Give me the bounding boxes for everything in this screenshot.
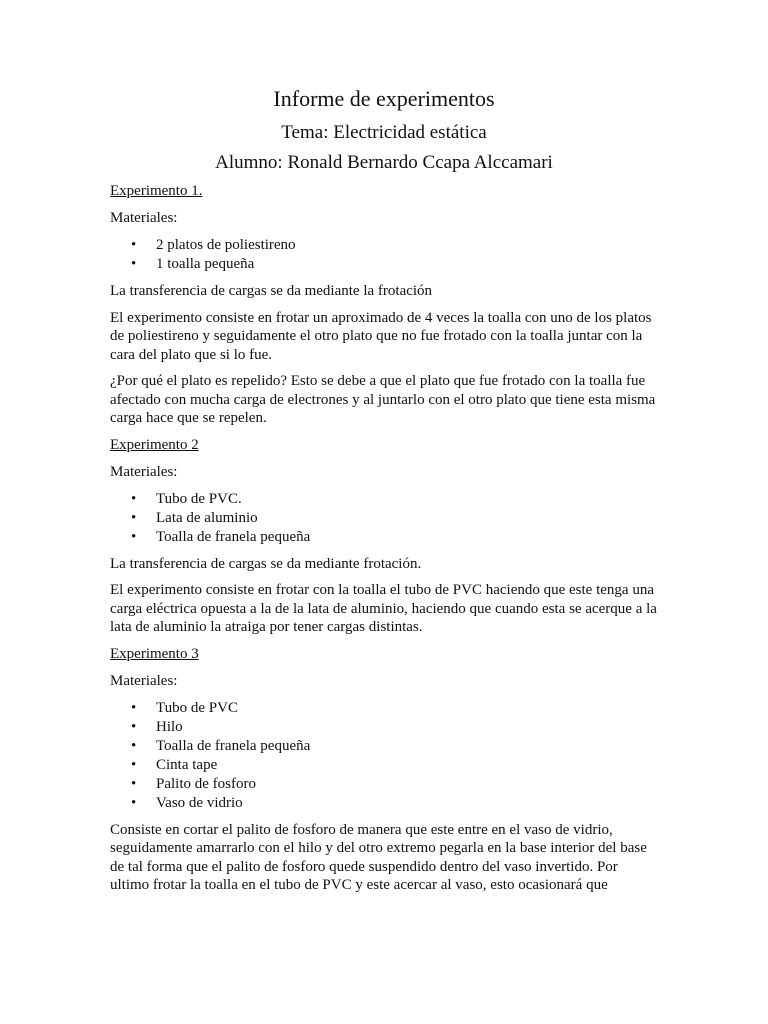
experiment-3-materials-label: Materiales: <box>110 672 178 689</box>
experiment-2-section <box>110 436 658 637</box>
list-item: • Tubo de PVC. <box>110 490 658 509</box>
paragraph: La transferencia de cargas se da mediante frotación. <box>110 555 422 572</box>
list-item: • 1 toalla pequeña <box>110 255 658 274</box>
document-body <box>110 84 658 903</box>
document-subtitle: Tema: Electricidad estática <box>281 122 487 143</box>
list-item: • 2 platos de poliestireno <box>110 236 658 255</box>
student-name: Alumno: Ronald Bernardo Ccapa Alccamari <box>215 152 553 173</box>
paragraph: La transferencia de cargas se da mediante la frotación <box>110 283 433 299</box>
experiment-2-materials-list <box>110 490 658 547</box>
list-item: • Toalla de franela pequeña <box>110 737 658 756</box>
experiment-1-materials-list <box>110 236 658 274</box>
experiment-2-heading: Experimento 2 <box>110 436 199 453</box>
list-item: • Tubo de PVC <box>110 699 658 718</box>
experiment-1-heading: Experimento 1. <box>110 183 203 199</box>
list-item: • Hilo <box>110 718 658 737</box>
paragraph: El experimento consiste en frotar un aproximado de 4 veces la toalla con uno de los platos de poliestireno y seguidamente el otro plato que no fue frotado con la toalla juntar con la cara del plato que si lo fue. <box>110 309 652 363</box>
experiment-3-section <box>110 645 658 895</box>
list-item: • Vaso de vidrio <box>110 794 658 813</box>
experiment-3-heading: Experimento 3 <box>110 645 199 662</box>
paragraph: El experimento consiste en frotar con la toalla el tubo de PVC haciendo que este tenga una carga eléctrica opuesta a la de la lata de aluminio, haciendo que cuando esta se acerque a la lata de aluminio la atraiga por tener cargas distintas. <box>110 582 657 635</box>
experiment-3-materials-list <box>110 699 658 813</box>
paragraph: ¿Por qué el plato es repelido? Esto se debe a que el plato que fue frotado con la toalla fue afectado con mucha carga de electrones y al juntarlo con el otro plato que tiene esta misma carga hace que se repelen. <box>110 373 656 426</box>
paragraph: Consiste en cortar el palito de fosforo de manera que este entre en el vaso de vidrio, seguidamente amarrarlo con el hilo y del otro extremo pegarla en la base interior del base de tal forma que el palito de fosforo quede suspendido dentro del vaso invertido. Por ultimo frotar la toalla en el tubo de PVC y este acercar al vaso, esto ocasionará que <box>110 821 647 893</box>
list-item: • Toalla de franela pequeña <box>110 528 658 547</box>
experiment-1-section <box>110 182 658 428</box>
list-item: • Cinta tape <box>110 756 658 775</box>
list-item: • Palito de fosforo <box>110 775 658 794</box>
experiment-2-materials-label: Materiales: <box>110 463 178 480</box>
document-title: Informe de experimentos <box>273 86 495 111</box>
experiment-1-materials-label: Materiales: <box>110 210 178 226</box>
list-item: • Lata de aluminio <box>110 509 658 528</box>
